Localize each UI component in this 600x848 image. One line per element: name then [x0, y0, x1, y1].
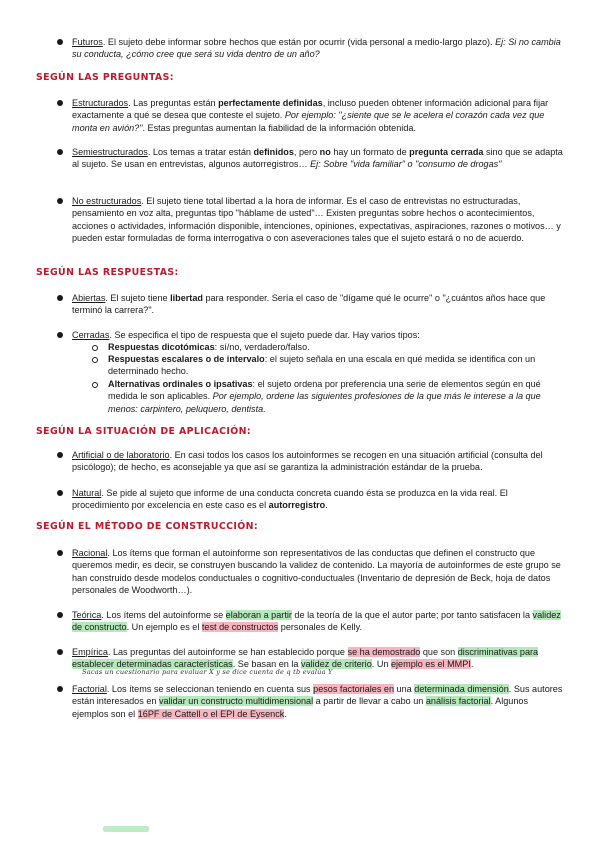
item-natural — [72, 487, 566, 512]
item-text: personales de Kelly. — [278, 622, 362, 633]
item-bold: autorregistro — [268, 500, 326, 511]
term-laboratorio: Artificial o de laboratorio — [72, 450, 170, 460]
item-bold: perfectamente definidas — [218, 98, 323, 108]
subitem-example: Por ejemplo, ordene las siguientes profesiones de la que más le interese a la que menos: carpintero, peluquero, dentista. — [108, 391, 541, 414]
item-text: de la teoría de la que el autor parte; por tanto satisfacen la — [291, 610, 533, 620]
bullet-icon — [57, 686, 63, 692]
term-racional: Racional — [72, 548, 108, 558]
bullet-icon — [57, 332, 63, 338]
subitem-escalares — [108, 353, 566, 378]
item-teorica — [72, 609, 566, 634]
term-semiestructurados: Semiestructurados — [72, 147, 148, 157]
item-text: . El sujeto debe informar sobre hechos que están por ocurrir (vida personal a medio-largo plazo). — [102, 37, 496, 47]
item-cerradas — [72, 329, 566, 341]
item-text: hay un formato de — [330, 147, 410, 157]
bullet-icon — [57, 198, 63, 204]
term-natural: Natural — [72, 488, 102, 498]
term-futuros: Futuros — [72, 37, 103, 47]
highlight-pink: 16PF de Cattell o el EPI de Eysenck — [137, 708, 285, 719]
item-bold: pregunta cerrada — [409, 147, 484, 157]
bullet-icon — [57, 550, 63, 556]
item-bold: libertad — [170, 293, 203, 303]
item-text: . Se basan en la — [232, 659, 301, 670]
highlight-green: validar un constructo multidimensional — [158, 696, 314, 707]
item-estructurados — [72, 97, 566, 134]
item-text: . — [284, 708, 287, 719]
item-racional — [72, 547, 566, 597]
item-text: . Un ejemplo es el — [126, 622, 202, 633]
highlight-green: validez de criterio — [301, 659, 372, 670]
item-text: . Las preguntas están — [128, 98, 219, 108]
heading-text: SEGÚN LA SITUACIÓN DE APLICACIÓN — [36, 426, 247, 437]
term-estructurados: Estructurados — [72, 98, 129, 108]
subitem-text: : el sujeto ordena por preferencia una serie de elementos según en qué medida le son aplicables. — [108, 379, 541, 402]
item-text: una — [394, 684, 415, 694]
item-example: Por ejemplo: "¿siente que se le acelera el corazón cada vez que monta en avión?" — [72, 110, 545, 133]
item-text: . — [470, 659, 474, 670]
circle-bullet-icon — [92, 345, 98, 351]
item-bold: definidos — [253, 147, 294, 157]
highlight-pink: ejemplo es el MMPI — [390, 659, 471, 670]
heading-text: SEGÚN LAS PREGUNTAS — [36, 72, 170, 83]
bullet-icon — [57, 39, 63, 45]
subitem-bold: Alternativas ordinales o ipsativas — [108, 379, 253, 389]
item-example: Ej: Sobre "vida familiar" o "consumo de drogas" — [310, 159, 502, 170]
item-text: . El sujeto tiene — [105, 293, 171, 303]
subitem-text: : sí/no, verdadero/falso. — [214, 342, 310, 352]
item-text: para responder. Sería el caso de "dígame qué le ocurre" o "¿cuántos años hace que terminó la carrera?". — [72, 293, 546, 316]
item-bold: no — [319, 147, 331, 157]
item-text: . Algunos ejemplos son el — [72, 696, 528, 719]
item-text: . Los ítems que forman el autoinforme son representativos de las conductas que definen el constructo que queremos medir, es decir, se construyen buscando la validez de contenido. La mayoría de autoinformes de este grupo se han construido desde modelos conductuales o cognitivo-conductuales (Inventario de depresión de Beck, hoja de datos personales de Woodworth…). — [72, 548, 561, 596]
highlight-green: discriminativas para establecer determinadas características — [72, 647, 539, 670]
highlight-pink: test de constructos — [201, 622, 279, 633]
subitem-ordinales — [108, 378, 566, 415]
bullet-icon — [57, 649, 63, 655]
heading-text: SEGÚN LAS RESPUESTAS — [36, 267, 175, 278]
subitem-text: : el sujeto señala en una escala en qué medida se identifica con un determinado hecho. — [108, 354, 536, 377]
highlight-green: validez de constructo — [72, 610, 561, 633]
bullet-icon — [57, 100, 63, 106]
term-empirica: Empírica — [72, 647, 108, 657]
highlighter-mark — [103, 826, 149, 832]
item-text: , incluso pueden obtener información adicional para fijar exactamente a qué se desea que conteste el sujeto. — [72, 98, 549, 121]
bullet-icon — [57, 149, 63, 155]
item-futuros — [72, 36, 566, 61]
item-text: . Los ítems del autoinforme se — [101, 610, 226, 620]
item-text: . El sujeto tiene total libertad a la hora de informar. Es el caso de entrevistas no estructuradas, pensamiento en voz alta, preguntas tipo "háblame de usted"… Existen preguntas sobre hechos o acontecimientos, acciones o actividades, información disponible, intenciones, opiniones, expectativas, aspiraciones, razones o motivos… y pueden estar formuladas de forma interrogativa o con aseveraciones tales que el sujeto estará o no de acuerdo. — [72, 196, 561, 244]
item-text: . En casi todos los casos los autoinformes se recogen en una situación artificial (consulta del psicólogo); de hecho, es aconsejable ya que así se garantiza la administración estándar de la prueba. — [72, 450, 543, 473]
highlight-green: elaboran a partir — [225, 610, 292, 620]
highlight-pink: pesos factoriales en — [313, 684, 395, 694]
item-laboratorio — [72, 449, 566, 474]
bullet-icon — [57, 490, 63, 496]
item-text: . Sus autores están interesados en — [72, 684, 563, 707]
circle-bullet-icon — [92, 382, 98, 388]
bullet-icon — [57, 452, 63, 458]
section-heading-metodo: SEGÚN EL MÉTODO DE CONSTRUCCIÓN: — [36, 521, 259, 532]
item-text: . Un — [371, 659, 391, 670]
item-text: que son — [420, 647, 458, 657]
heading-text: SEGÚN EL MÉTODO DE CONSTRUCCIÓN — [36, 521, 254, 532]
item-text: . Estas preguntas aumentan la fiabilidad de la información obtenida. — [142, 122, 416, 133]
highlight-pink: se ha demostrado — [347, 647, 421, 657]
bullet-icon — [57, 295, 63, 301]
item-text: . Se especifica el tipo de respuesta que el sujeto puede dar. Hay varios tipos: — [109, 330, 420, 340]
item-text: . Las preguntas del autoinforme se han establecido porque — [107, 647, 348, 657]
highlight-green: determinada dimensión — [414, 684, 509, 694]
section-heading-situacion: SEGÚN LA SITUACIÓN DE APLICACIÓN: — [36, 426, 252, 437]
item-text: sino que se adapta al sujeto. Se usan en entrevistas, algunos autorregistros… — [72, 147, 563, 170]
term-teorica: Teórica — [72, 610, 102, 620]
item-text: a partir de llevar a cabo un — [313, 696, 426, 707]
item-text: . — [325, 500, 328, 511]
item-text: . Los temas a tratar están — [147, 147, 254, 157]
subitem-bold: Respuestas dicotómicas — [108, 342, 215, 352]
term-no-estructurados: No estructurados — [72, 196, 142, 206]
term-cerradas: Cerradas — [72, 330, 110, 340]
bullet-icon — [57, 612, 63, 618]
subitem-bold: Respuestas escalares o de intervalo — [108, 354, 265, 364]
term-factorial: Factorial — [72, 684, 107, 694]
item-text: . Los ítems se seleccionan teniendo en cuenta sus — [106, 684, 314, 694]
item-text: , pero — [293, 147, 320, 157]
term-abiertas: Abiertas — [72, 293, 106, 303]
item-example: Ej: Si no cambia su conducta, ¿cómo cree que será su vida dentro de un año? — [72, 37, 561, 60]
circle-bullet-icon — [92, 357, 98, 363]
section-heading-preguntas: SEGÚN LAS PREGUNTAS: — [36, 72, 174, 83]
item-abiertas — [72, 292, 566, 317]
section-heading-respuestas: SEGÚN LAS RESPUESTAS: — [36, 267, 179, 278]
item-text: . Se pide al sujeto que informe de una conducta concreta cuando ésta se produzca en la vida real. El procedimiento por excelencia en este caso es el — [72, 488, 508, 511]
item-factorial — [72, 683, 566, 720]
item-no-estructurados — [72, 195, 566, 245]
highlight-green: análisis factorial — [425, 696, 491, 707]
item-semiestructurados — [72, 146, 566, 171]
subitem-dicotomicas — [108, 341, 566, 353]
handwritten-note: Sacas un cuestionario para evaluar X y se dice cuenta de q tb evalúa Y — [82, 668, 333, 676]
